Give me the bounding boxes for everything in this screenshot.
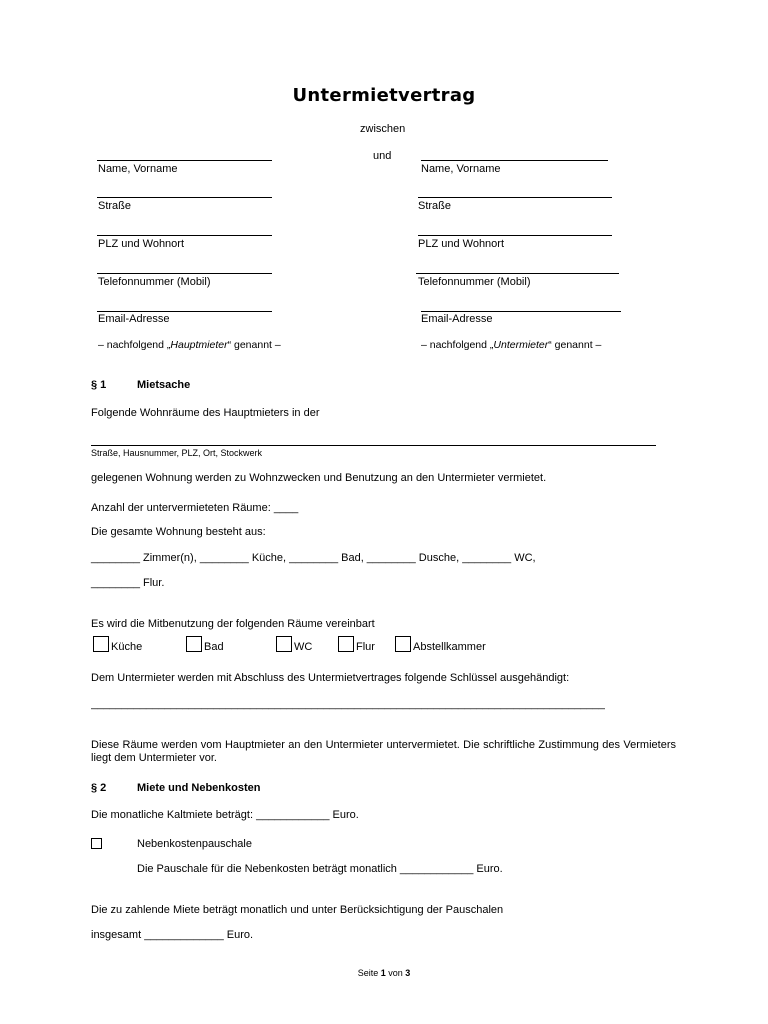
page-footer: Seite 1 von 3 — [357, 968, 411, 978]
landlord-email-line[interactable] — [97, 311, 272, 312]
wc-label: WC — [294, 641, 313, 653]
document-title: Untermietvertrag — [292, 85, 476, 106]
apartment-consists-text: Die gesamte Wohnung besteht aus: — [91, 526, 266, 538]
section2-heading: Miete und Nebenkosten — [137, 782, 261, 794]
hallway-checkbox[interactable] — [338, 636, 354, 652]
storage-room-label: Abstellkammer — [413, 641, 486, 653]
tenant-name-label: Name, Vorname — [421, 163, 501, 175]
section1-number: § 1 — [91, 379, 107, 391]
bath-label: Bad — [204, 641, 224, 653]
current-page: 1 — [380, 968, 386, 978]
section1-heading: Mietsache — [137, 379, 191, 391]
kitchen-checkbox[interactable] — [93, 636, 109, 652]
between-label: zwischen — [360, 123, 406, 135]
landlord-name-label: Name, Vorname — [98, 163, 178, 175]
bath-checkbox[interactable] — [186, 636, 202, 652]
tenant-name-line[interactable] — [421, 160, 608, 161]
shared-use-text: Es wird die Mitbenutzung der folgenden Räume vereinbart — [91, 618, 375, 630]
tenant-role-note: – nachfolgend „Untermieter“ genannt – — [421, 339, 602, 351]
total-rent-line-2: insgesamt _____________ Euro. — [91, 929, 254, 941]
flat-rate-label: Nebenkostenpauschale — [137, 838, 252, 850]
landlord-phone-label: Telefonnummer (Mobil) — [98, 276, 211, 288]
landlord-role-term: Hauptmieter — [170, 339, 228, 351]
tenant-city-line[interactable] — [418, 235, 612, 236]
usage-text: gelegenen Wohnung werden zu Wohnzwecken und Benutzung an den Untermieter vermietet. — [91, 472, 547, 484]
section1-intro: Folgende Wohnräume des Hauptmieters in der — [91, 407, 320, 419]
landlord-role-note: – nachfolgend „Hauptmieter“ genannt – — [98, 339, 281, 351]
total-pages: 3 — [405, 968, 411, 978]
address-line[interactable] — [91, 445, 656, 446]
keys-text: Dem Untermieter werden mit Abschluss des Untermietvertrages folgende Schlüssel ausgehändigt: — [91, 672, 570, 684]
landlord-name-line[interactable] — [97, 160, 272, 161]
landlord-street-line[interactable] — [97, 197, 272, 198]
flat-rate-text: Die Pauschale für die Nebenkosten beträgt monatlich ____________ Euro. — [137, 863, 503, 875]
rooms-line-1: ________ Zimmer(n), ________ Küche, ________ Bad, ________ Dusche, ________ WC, — [91, 552, 536, 564]
landlord-street-label: Straße — [98, 200, 132, 212]
address-caption: Straße, Hausnummer, PLZ, Ort, Stockwerk — [91, 448, 263, 458]
tenant-phone-line[interactable] — [416, 273, 619, 274]
tenant-phone-label: Telefonnummer (Mobil) — [418, 276, 531, 288]
tenant-street-label: Straße — [418, 200, 452, 212]
kitchen-label: Küche — [111, 641, 143, 653]
landlord-phone-line[interactable] — [97, 273, 272, 274]
storage-room-checkbox[interactable] — [395, 636, 411, 652]
consent-paragraph: Diese Räume werden vom Hauptmieter an den Untermieter untervermietet. Die schriftliche Zustimmung des Vermieters liegt dem Untermieter vor. — [91, 739, 676, 764]
landlord-city-line[interactable] — [97, 235, 272, 236]
cold-rent-text: Die monatliche Kaltmiete beträgt: ____________ Euro. — [91, 809, 359, 821]
and-label: und — [373, 150, 392, 162]
tenant-city-label: PLZ und Wohnort — [418, 238, 505, 250]
keys-line[interactable]: ____________________________________________________________________________________ — [91, 698, 605, 710]
hallway-label: Flur — [356, 641, 375, 653]
tenant-email-label: Email-Adresse — [421, 313, 493, 325]
section2-number: § 2 — [91, 782, 107, 794]
total-rent-line-1: Die zu zahlende Miete beträgt monatlich und unter Berücksichtigung der Pauschalen — [91, 904, 504, 916]
landlord-email-label: Email-Adresse — [98, 313, 170, 325]
rooms-line-2: ________ Flur. — [91, 577, 165, 589]
tenant-street-line[interactable] — [418, 197, 612, 198]
rooms-count-text: Anzahl der untervermieteten Räume: ____ — [91, 502, 299, 514]
tenant-role-term: Untermieter — [493, 339, 549, 351]
tenant-email-line[interactable] — [421, 311, 621, 312]
landlord-city-label: PLZ und Wohnort — [98, 238, 185, 250]
wc-checkbox[interactable] — [276, 636, 292, 652]
flat-rate-checkbox[interactable] — [91, 838, 102, 849]
